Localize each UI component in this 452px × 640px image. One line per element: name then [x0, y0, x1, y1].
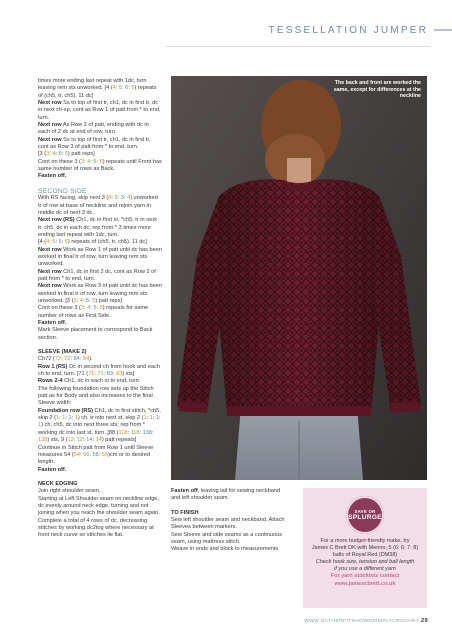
page-title: TESSELLATION JUMPER [268, 24, 428, 36]
section-heading: SECOND SIDE [38, 187, 87, 195]
header-divider [166, 46, 430, 47]
instruction-paragraph: Weave in ends and block to measurements [171, 546, 279, 553]
yarn-alternative-box [303, 488, 427, 608]
section-heading: SLEEVE (MAKE 2) [38, 349, 87, 356]
pattern-column-middle [171, 488, 291, 554]
instruction-paragraph: Next row Work as Row 3 of patt until dc has been worked in final tr of row, turn leaving rem sts unworked. [3 (3: 4: 5: 5) patt reps] [38, 283, 162, 304]
instruction-paragraph: [3 (3: 4: 5: 5) patt reps] [38, 151, 95, 158]
instruction-paragraph: Fasten off. [38, 466, 67, 473]
page-number: 29 [420, 618, 428, 624]
instruction-paragraph: Next row As Row 2 of patt, ending with dc in each of 2 dc at end of row, turn. [38, 122, 149, 136]
instruction-paragraph: Next row Work as Row 1 of patt until dc has been worked in final tr of row, turn leaving rem sts unworked. [38, 246, 162, 268]
instruction-paragraph: With RS facing, skip next 3 (4: 3: 3: 4) unworked tr of row at base of neckline and rejoin yarn in middle dc of next 3 dc. [38, 195, 158, 216]
instruction-paragraph: Foundation row (RS) Ch1, dc in first stitch, *ch5, skip 2 (1: 1: 1: 1) ch, tr into next st, skip 2 (1: 1: 1: 1) ch, ch5, dc into next three sts; rep from * working dc into last st, turn. [88 (118: 118: 138: 138) sts, 9 (12: 12: 14: 14) patt repeats] [38, 407, 161, 444]
model-photo [171, 76, 427, 480]
badge-line2: SPLURGE [348, 514, 382, 521]
instruction-paragraph: Fasten off. [38, 320, 67, 326]
section-heading: NECK EDGING [38, 480, 78, 487]
instruction-paragraph: times more ending last repeat with 1dc, turn leaving rem sts unworked. [4 (4: 5: 6: 6) repeats of (ch5, tr, ch5), 11 dc] [38, 78, 157, 99]
instruction-paragraph: Next row Ss to top of first tr, ch1, dc in first tr, dc in next ch-sp, cont as Row 1 of patt from * to end, turn. [38, 100, 161, 121]
ad-stockists: For yarn stockists contact [330, 573, 400, 580]
header-rule [434, 29, 452, 31]
pattern-column-left [38, 78, 162, 540]
footer-site: WWW.GATHERFITSHOWNSIMPLYCROCHET [304, 619, 420, 624]
instruction-paragraph: Cont on these 3 (3: 4: 5: 5) repeats until Front has same number of rows as Back. [38, 158, 162, 173]
paragraph-gap [171, 503, 291, 510]
yarn-alternative-text [309, 538, 421, 588]
instruction-paragraph: Sew left shoulder seam and neckband. Attach Sleeves between markers. [171, 517, 285, 531]
paragraph-gap [38, 474, 162, 481]
instruction-paragraph: Sew Sleeve and side seams as a continuous seam, using mattress stitch. [171, 531, 283, 546]
instruction-paragraph: The following foundation row sets up the Stitch patt as for Body and also increases to the final Sleeve width: [38, 385, 154, 407]
instruction-paragraph: Fasten off. [38, 173, 67, 180]
instruction-paragraph: Next row Ch1, dc in first 2 dc, cont as Row 2 of patt from * to end, turn. [38, 268, 156, 282]
ad-italic2: if you use a different yarn [334, 566, 396, 573]
instruction-paragraph: Rows 2-4 Ch1, dc in each st to end, turn. [38, 378, 141, 385]
jumper-back-illustration [171, 76, 427, 480]
badge-line1: SAVE OR [354, 509, 376, 514]
ad-line3: balls of Royal Red (DM38) [332, 552, 398, 559]
paragraph-gap [38, 342, 162, 349]
instruction-paragraph: Continue in Stitch patt from Row 1 until Sleeve measures 54 (54: 56: 56: 56)cm or to desired length. [38, 444, 154, 466]
instruction-paragraph: [4 (4: 5: 6: 6) repeats of (ch5, tr, ch5), 11 dc] [38, 239, 147, 246]
instruction-paragraph: Fasten off, leaving tail for sewing neckband and left shoulder seam. [171, 488, 281, 502]
ad-line1: For a more budget-friendly make, try [320, 538, 410, 544]
page-footer [304, 618, 428, 624]
save-or-splurge-badge [346, 496, 384, 534]
instruction-paragraph: Next row Ss to top of first tr, ch1, dc in first tr, cont as Row 3 of patt from * to end, turn. [38, 136, 151, 151]
instruction-paragraph: Cont on these 3 (3: 4: 5: 5) repeats for same number of rows as First Side. [38, 305, 149, 319]
ad-url-link[interactable]: www.jamescbrett.co.uk [334, 580, 396, 587]
paragraph-gap [38, 181, 162, 188]
instruction-paragraph: Row 1 (RS) Dc in second ch from hook and each ch to end, turn. [71 (71: 71: 83: 83) sts] [38, 363, 160, 378]
section-heading: TO FINISH [171, 509, 199, 516]
instruction-paragraph: Starting at Left Shoulder seam on neckline edge, dc evenly around neck edge, turning and not joining when you reach the shoulder seam again. Complete a total of 4 rows of dc, decreasing stitches by working dc2tog where necessary at front neck curve so stitches lie flat. [38, 495, 160, 539]
photo-caption: The back and front are worked the same, except for differences at the neckline [333, 80, 421, 100]
instruction-paragraph: Mark Sleeve placement to correspond to Back section. [38, 327, 153, 341]
instruction-paragraph: Join right shoulder seam. [38, 488, 101, 495]
ad-italic1: Check hook size, tension and ball length [315, 559, 415, 566]
instruction-paragraph: Ch72 (72: 72: 84: 84). [38, 356, 93, 363]
page-header [265, 22, 452, 38]
instruction-paragraph: Next row (RS) Ch1, dc in first st, *ch5, tr in next tr, ch5, dc in each dc; rep from * 3 times more ending last repeat with 1dc, turn. [38, 217, 157, 238]
ad-line2: James C Brett DK with Merino, 5 (6: 6: 7: 8) [311, 545, 419, 552]
